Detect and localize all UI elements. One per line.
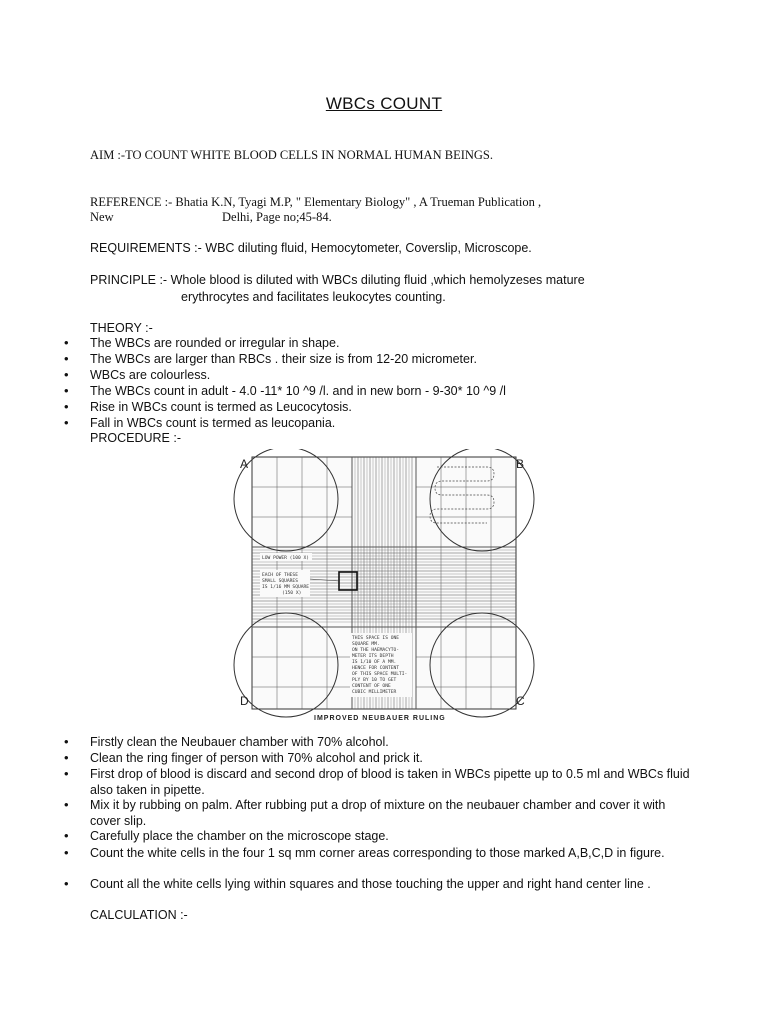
procedure-heading: PROCEDURE :- — [90, 431, 181, 445]
bullet-dot-icon: • — [64, 399, 69, 414]
reference-line-2a: New — [90, 210, 114, 224]
small-squares-note: SMALL SQUARES — [262, 579, 298, 584]
bullet-dot-icon: • — [64, 750, 69, 765]
figure-label-b: B — [516, 457, 525, 471]
aim-text: AIM :-TO COUNT WHITE BLOOD CELLS IN NORMAL HUMAN BEINGS. — [90, 148, 493, 162]
center-note: METER ITS DEPTH — [352, 654, 394, 659]
figure-label-c: C — [516, 694, 525, 708]
center-note: IS 1/10 OF A MM. — [352, 660, 397, 665]
theory-item: The WBCs count in adult - 4.0 -11* 10 ^9 /l. and in new born - 9-30* 10 ^9 /l — [90, 384, 506, 398]
center-note: THIS SPACE IS ONE — [352, 636, 400, 641]
bullet-dot-icon: • — [64, 766, 69, 781]
principle-line-2: erythrocytes and facilitates leukocytes counting. — [181, 290, 446, 304]
bullet-dot-icon: • — [64, 797, 69, 812]
figure-label-a: A — [240, 457, 249, 471]
bullet-dot-icon: • — [64, 828, 69, 843]
center-note: HENCE FOR CONTENT — [352, 666, 400, 671]
theory-item: Rise in WBCs count is termed as Leucocytosis. — [90, 400, 352, 414]
bullet-dot-icon: • — [64, 415, 69, 430]
page-title: WBCs COUNT — [325, 94, 443, 113]
small-squares-note: IS 1/16 MM SQUARE — [262, 585, 310, 590]
center-note: CONTENT OF ONE — [352, 684, 391, 689]
center-note: ON THE HAEMACYTO- — [352, 648, 400, 653]
theory-heading: THEORY :- — [90, 321, 153, 335]
calculation-heading: CALCULATION :- — [90, 908, 188, 922]
center-note: PLY BY 10 TO GET — [352, 678, 397, 683]
figure-caption: IMPROVED NEUBAUER RULING — [314, 715, 446, 722]
procedure-item: Count the white cells in the four 1 sq mm corner areas corresponding to those marked A,B,C,D in figure. — [90, 846, 665, 860]
theory-item: Fall in WBCs count is termed as leucopania. — [90, 416, 336, 430]
center-note: OF THIS SPACE MULTI- — [352, 672, 408, 677]
bullet-dot-icon: • — [64, 845, 69, 860]
procedure-item: Count all the white cells lying within squares and those touching the upper and right hand center line . — [90, 877, 651, 891]
bullet-dot-icon: • — [64, 876, 69, 891]
procedure-item: Carefully place the chamber on the microscope stage. — [90, 829, 389, 843]
procedure-item: Firstly clean the Neubauer chamber with 70% alcohol. — [90, 735, 389, 749]
bullet-dot-icon: • — [64, 367, 69, 382]
procedure-item: Mix it by rubbing on palm. After rubbing put a drop of mixture on the neubauer chamber and cover it with cover slip. — [90, 798, 666, 828]
bullet-dot-icon: • — [64, 383, 69, 398]
neubauer-ruling-figure — [232, 449, 536, 725]
reference-line-2b: Delhi, Page no;45-84. — [222, 210, 332, 224]
small-squares-note: (150 X) — [282, 591, 302, 596]
principle-line-1: PRINCIPLE :- Whole blood is diluted with WBCs diluting fluid ,which hemolyzeses mature — [90, 273, 585, 287]
theory-item: The WBCs are larger than RBCs . their size is from 12-20 micrometer. — [90, 352, 477, 366]
bullet-dot-icon: • — [64, 734, 69, 749]
center-note: CUBIC MILLIMETER — [352, 690, 397, 695]
requirements-text: REQUIREMENTS :- WBC diluting fluid, Hemocytometer, Coverslip, Microscope. — [90, 241, 532, 255]
theory-item: WBCs are colourless. — [90, 368, 211, 382]
bullet-dot-icon: • — [64, 335, 69, 350]
small-squares-note: EACH OF THESE — [262, 573, 298, 578]
theory-item: The WBCs are rounded or irregular in shape. — [90, 336, 340, 350]
reference-line-1: REFERENCE :- Bhatia K.N, Tyagi M.P, " Elementary Biology" , A Trueman Publication , — [90, 195, 542, 209]
center-note: SQUARE MM. — [352, 642, 380, 647]
low-power-label: LOW POWER (100 X) — [262, 556, 310, 561]
figure-label-d: D — [240, 694, 249, 708]
procedure-item: Clean the ring finger of person with 70% alcohol and prick it. — [90, 751, 423, 765]
bullet-dot-icon: • — [64, 351, 69, 366]
procedure-item: First drop of blood is discard and second drop of blood is taken in WBCs pipette up to 0.5 ml and WBCs fluid also taken in pipette. — [90, 767, 690, 797]
